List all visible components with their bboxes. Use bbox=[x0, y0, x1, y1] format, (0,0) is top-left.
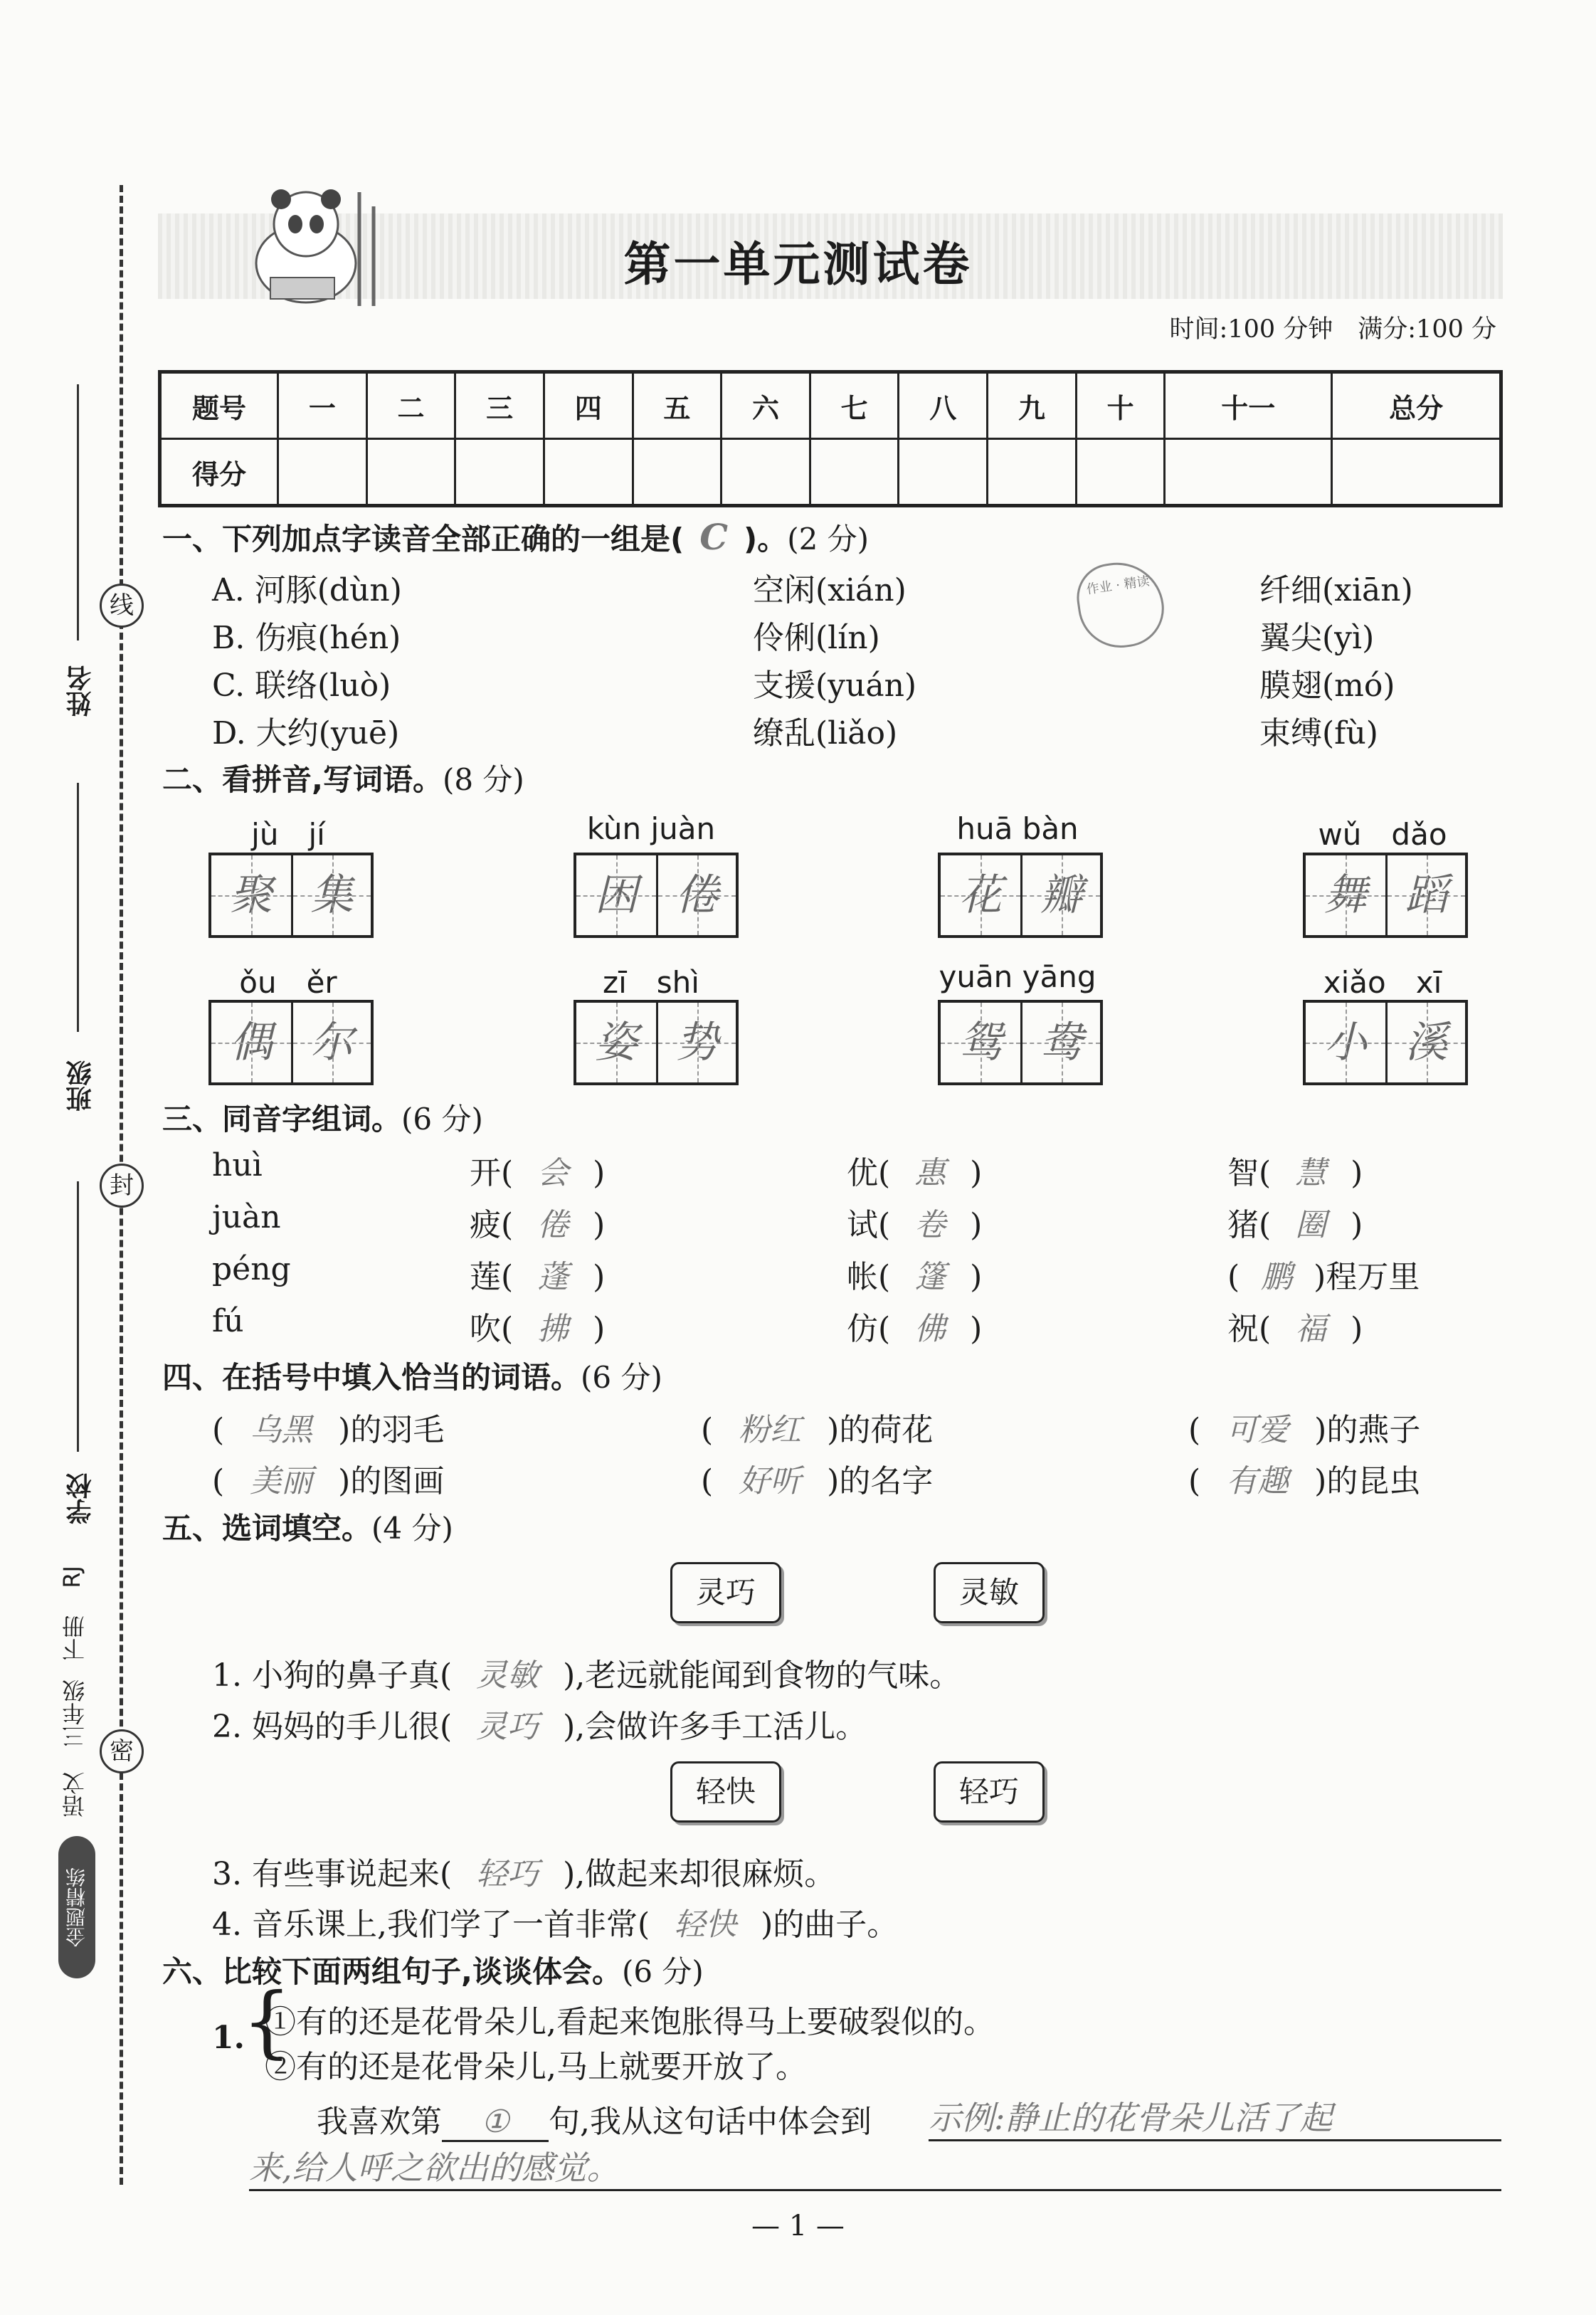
q5-sentence-4: 4. 音乐课上,我们学了一首非常( 轻快 )的曲子。 bbox=[212, 1907, 899, 1943]
pinyin: huā bàn bbox=[956, 811, 1079, 846]
q4-item: ( 美丽 )的图画 bbox=[212, 1463, 445, 1499]
score-table bbox=[158, 370, 1503, 507]
q2-heading: 二、看拼音,写词语。(8 分) bbox=[162, 762, 524, 797]
school-label: 学校 bbox=[66, 1473, 95, 1524]
pinyin: jù jí bbox=[251, 817, 325, 852]
score-input[interactable] bbox=[366, 439, 455, 506]
score-input[interactable] bbox=[633, 439, 722, 506]
writing-grid[interactable] bbox=[208, 853, 374, 938]
edition-label: RJ bbox=[58, 1566, 85, 1588]
volume-label: 下册 bbox=[61, 1615, 88, 1661]
word-box: 轻快 bbox=[670, 1761, 781, 1823]
q6-answer-line-2[interactable]: 来,给人呼之欲出的感觉。 bbox=[249, 2142, 1501, 2191]
q1-a1: A. 河豚(dùn) bbox=[212, 572, 402, 608]
q1-d3: 束缚(fù) bbox=[1259, 715, 1378, 752]
grid-cell[interactable]: 聚 bbox=[211, 855, 291, 935]
brace-icon: { bbox=[242, 1976, 292, 2067]
word-box: 灵敏 bbox=[934, 1562, 1045, 1623]
q6-answer-line-1[interactable]: 示例:静止的花骨朵儿活了起 bbox=[929, 2092, 1501, 2141]
q1-a2: 空闲(xián) bbox=[753, 572, 907, 608]
table-cell: 八 bbox=[899, 372, 988, 439]
q3-item: 仿( 佛 ) bbox=[847, 1311, 983, 1347]
score-input[interactable] bbox=[988, 439, 1077, 506]
q1-heading: 一、下列加点字读音全部正确的一组是( C )。(2 分) bbox=[162, 516, 870, 558]
score-input[interactable] bbox=[544, 439, 633, 506]
grid-cell[interactable]: 姿 bbox=[576, 1003, 656, 1082]
q1-b3: 翼尖(yì) bbox=[1259, 620, 1375, 656]
q4-item: ( 可爱 )的燕子 bbox=[1188, 1412, 1421, 1448]
grid-cell[interactable]: 溪 bbox=[1385, 1003, 1465, 1082]
grid-cell[interactable]: 倦 bbox=[656, 855, 736, 935]
table-row bbox=[160, 372, 1501, 439]
mark-mi: 密 bbox=[100, 1729, 144, 1773]
writing-grid[interactable] bbox=[1303, 1000, 1468, 1085]
homework-stamp: 作业 · 精读 bbox=[1072, 557, 1169, 653]
q3-pinyin: juàn bbox=[212, 1199, 281, 1235]
q1-a3: 纤细(xiān) bbox=[1259, 572, 1413, 608]
q3-item: 开( 会 ) bbox=[470, 1155, 606, 1191]
name-line bbox=[77, 384, 79, 640]
table-cell: 总分 bbox=[1332, 372, 1501, 439]
grid-cell[interactable]: 势 bbox=[656, 1003, 736, 1082]
q3-item: ( 鹏 )程万里 bbox=[1227, 1259, 1420, 1295]
grid-cell[interactable]: 舞 bbox=[1306, 855, 1385, 935]
grid-cell[interactable]: 困 bbox=[576, 855, 656, 935]
q4-heading: 四、在括号中填入恰当的词语。(6 分) bbox=[162, 1360, 662, 1395]
q3-pinyin: péng bbox=[212, 1251, 291, 1287]
q3-item: 猪( 圈 ) bbox=[1227, 1207, 1363, 1243]
series-badge: 金题精练 bbox=[58, 1836, 95, 1978]
score-input[interactable] bbox=[1165, 439, 1332, 506]
class-line bbox=[77, 783, 79, 1032]
table-cell: 五 bbox=[633, 372, 722, 439]
grid-cell[interactable]: 尔 bbox=[291, 1003, 371, 1082]
writing-grid[interactable] bbox=[574, 1000, 739, 1085]
q3-item: 吹( 拂 ) bbox=[470, 1311, 606, 1347]
q1-c1: C. 联络(luò) bbox=[212, 668, 391, 704]
q3-pinyin: fú bbox=[212, 1303, 244, 1339]
pinyin: yuān yāng bbox=[939, 959, 1096, 994]
school-line bbox=[77, 1181, 79, 1452]
table-cell: 二 bbox=[366, 372, 455, 439]
table-cell: 十 bbox=[1076, 372, 1165, 439]
score-input[interactable] bbox=[1332, 439, 1501, 506]
q4-item: ( 有趣 )的昆虫 bbox=[1188, 1463, 1421, 1499]
grid-cell[interactable]: 集 bbox=[291, 855, 371, 935]
table-cell: 十一 bbox=[1165, 372, 1332, 439]
score-input[interactable] bbox=[1076, 439, 1165, 506]
mark-xian: 线 bbox=[100, 584, 144, 628]
q3-item: 疲( 倦 ) bbox=[470, 1207, 606, 1243]
q6-heading: 六、比较下面两组句子,谈谈体会。(6 分) bbox=[162, 1954, 704, 1989]
q5-sentence-1: 1. 小狗的鼻子真( 灵敏 ),老远就能闻到食物的气味。 bbox=[212, 1657, 961, 1694]
grid-cell[interactable]: 瓣 bbox=[1020, 855, 1100, 935]
table-cell: 九 bbox=[988, 372, 1077, 439]
q1-d1: D. 大约(yuē) bbox=[212, 715, 400, 752]
q6-number: 1. bbox=[212, 2020, 245, 2056]
q1-b1: B. 伤痕(hén) bbox=[212, 620, 401, 656]
q6-fill: 我喜欢第 ① 句,我从这句话中体会到 bbox=[317, 2096, 872, 2142]
score-input[interactable] bbox=[810, 439, 899, 506]
subject-label: 语文 bbox=[61, 1772, 88, 1818]
pinyin: kùn juàn bbox=[586, 811, 716, 846]
word-box: 灵巧 bbox=[670, 1562, 781, 1623]
name-label: 姓名 bbox=[66, 665, 95, 717]
q1-answer[interactable]: C bbox=[699, 516, 728, 558]
mark-feng: 封 bbox=[100, 1164, 144, 1208]
time-info: 时间:100 分钟 满分:100 分 bbox=[1169, 315, 1496, 344]
grid-cell[interactable]: 鸳 bbox=[941, 1003, 1020, 1082]
grid-cell[interactable]: 鸯 bbox=[1020, 1003, 1100, 1082]
q1-c3: 膜翅(mó) bbox=[1259, 668, 1395, 704]
grid-cell[interactable]: 小 bbox=[1306, 1003, 1385, 1082]
q5-heading: 五、选词填空。(4 分) bbox=[162, 1511, 453, 1546]
writing-grid[interactable] bbox=[938, 853, 1103, 938]
q3-item: 试( 卷 ) bbox=[847, 1207, 983, 1243]
q3-item: 莲( 蓬 ) bbox=[470, 1259, 606, 1295]
grid-cell[interactable]: 偶 bbox=[211, 1003, 291, 1082]
table-cell: 四 bbox=[544, 372, 633, 439]
pinyin: zī shì bbox=[603, 965, 699, 1000]
writing-grid[interactable] bbox=[1303, 853, 1468, 938]
writing-grid[interactable] bbox=[938, 1000, 1103, 1085]
pinyin: xiǎo xī bbox=[1323, 965, 1442, 1000]
score-input[interactable] bbox=[455, 439, 544, 506]
writing-grid[interactable] bbox=[574, 853, 739, 938]
writing-grid[interactable] bbox=[208, 1000, 374, 1085]
q5-sentence-2: 2. 妈妈的手儿很( 灵巧 ),会做许多手工活儿。 bbox=[212, 1709, 867, 1745]
page-number: — 1 — bbox=[751, 2210, 845, 2242]
q1-c2: 支援(yuán) bbox=[753, 668, 917, 704]
q3-item: 智( 慧 ) bbox=[1227, 1155, 1363, 1191]
table-cell: 三 bbox=[455, 372, 544, 439]
pinyin: wǔ dǎo bbox=[1318, 817, 1447, 852]
table-cell: 题号 bbox=[160, 372, 278, 439]
grid-cell[interactable]: 蹈 bbox=[1385, 855, 1465, 935]
table-cell: 一 bbox=[278, 372, 367, 439]
q6-line-2: ②有的还是花骨朵儿,马上就要开放了。 bbox=[265, 2049, 807, 2085]
q3-item: 优( 惠 ) bbox=[847, 1155, 983, 1191]
pinyin: ǒu ěr bbox=[239, 965, 337, 1000]
table-row bbox=[160, 439, 1501, 506]
q3-pinyin: huì bbox=[212, 1147, 263, 1183]
word-box: 轻巧 bbox=[934, 1761, 1045, 1823]
q3-heading: 三、同音字组词。(6 分) bbox=[162, 1102, 483, 1137]
table-cell: 七 bbox=[810, 372, 899, 439]
q4-item: ( 乌黑 )的羽毛 bbox=[212, 1412, 445, 1448]
table-cell: 得分 bbox=[160, 439, 278, 506]
score-input[interactable] bbox=[722, 439, 810, 506]
class-label: 班级 bbox=[66, 1060, 95, 1112]
q3-item: 祝( 福 ) bbox=[1227, 1311, 1363, 1347]
q6-line-1: ①有的还是花骨朵儿,看起来饱胀得马上要破裂似的。 bbox=[265, 2004, 995, 2040]
q4-item: ( 粉红 )的荷花 bbox=[701, 1412, 934, 1448]
score-input[interactable] bbox=[278, 439, 367, 506]
grade-label: 三年级 bbox=[61, 1679, 88, 1748]
table-cell: 六 bbox=[722, 372, 810, 439]
q4-item: ( 好听 )的名字 bbox=[701, 1463, 934, 1499]
grid-cell[interactable]: 花 bbox=[941, 855, 1020, 935]
q1-d2: 缭乱(liǎo) bbox=[753, 715, 898, 752]
q5-sentence-3: 3. 有些事说起来( 轻巧 ),做起来却很麻烦。 bbox=[212, 1856, 836, 1892]
q3-item: 帐( 篷 ) bbox=[847, 1259, 983, 1295]
score-input[interactable] bbox=[899, 439, 988, 506]
page-title: 第一单元测试卷 bbox=[623, 237, 973, 292]
q1-b2: 伶俐(lín) bbox=[753, 620, 880, 656]
